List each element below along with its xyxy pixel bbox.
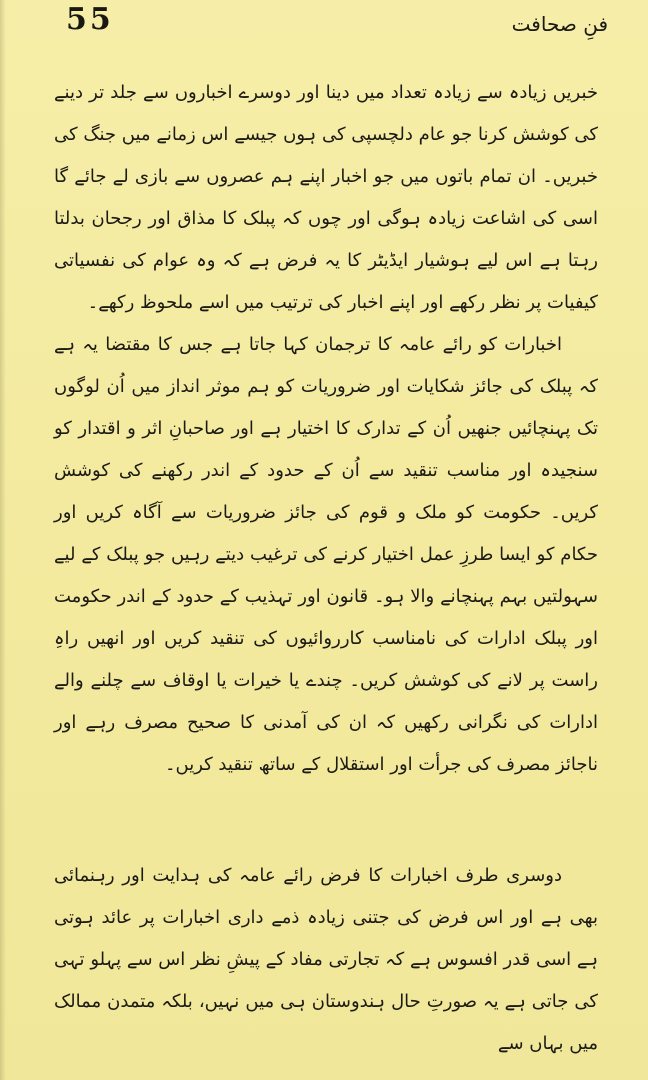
paragraph-2: اخبارات کو رائے عامہ کا ترجمان کہا جاتا ہے جس کا مقتضا یہ ہے کہ پبلک کی جائز شکایات اور ضروریات کو ہم موثر انداز میں اُن لوگوں تک پہنچائیں جنھیں اُن کے تدارک کا اختیار ہے اور صاحبانِ اثر و اقتدار کو سنجیدہ اور مناسب تنقید سے اُن کے حدود کے اندر رکھنے کی کوشش کریں۔ حکومت کو ملک و قوم کی جائز ضروریات سے آگاہ کریں اور حکام کو ایسا طرزِ عمل اختیار کرنے کی ترغیب دیتے رہیں جو پبلک کے لیے سہولتیں بہم پہنچانے والا ہو۔ قانون اور تہذیب کے حدود کے اندر حکومت اور پبلک ادارات کی نامناسب کارروائیوں کی تنقید کریں اور انھیں راہِ راست پر لانے کی کوشش کریں۔ چندے یا خیرات یا اوقاف سے چلنے والے ادارات کی نگرانی رکھیں کہ ان کی آمدنی کا صحیح مصرف رہے اور ناجائز مصرف کی جرأت اور استقلال کے ساتھ تنقید کریں۔	[54, 334, 598, 775]
page-binding-shadow	[0, 0, 6, 1080]
second-text-block	[54, 855, 598, 1065]
running-title: فنِ صحافت	[511, 12, 608, 36]
main-text-block	[54, 72, 598, 786]
paragraph-3: دوسری طرف اخبارات کا فرض رائے عامہ کی ہدایت اور رہنمائی بھی ہے اور اس فرض کی جتنی زیادہ ذمے داری اخبارات پر عائد ہوتی ہے اسی قدر افسوس ہے کہ تجارتی مفاد کے پیشِ نظر اس سے پہلو تہی کی جاتی ہے یہ صورتِ حال ہندوستان ہی میں نہیں، بلکہ متمدن ممالک میں بہاں سے	[54, 865, 598, 1054]
page-number: 55	[66, 2, 114, 37]
page-header	[0, 0, 648, 56]
paragraph-1: خبریں زیادہ سے زیادہ تعداد میں دینا اور دوسرے اخباروں سے جلد تر دینے کی کوشش کرنا جو عام دلچسپی کی ہوں جیسے اس زمانے میں جنگ کی خبریں۔ ان تمام باتوں میں جو اخبار اپنے ہم عصروں سے بازی لے جائے گا اسی کی اشاعت زیادہ ہوگی اور چوں کہ پبلک کا مذاق اور رجحان بدلتا رہتا ہے اس لیے ہوشیار ایڈیٹر کا یہ فرض ہے کہ وہ عوام کی نفسیاتی کیفیات پر نظر رکھے اور اپنے اخبار کی ترتیب میں اسے ملحوظ رکھے۔	[54, 82, 598, 313]
